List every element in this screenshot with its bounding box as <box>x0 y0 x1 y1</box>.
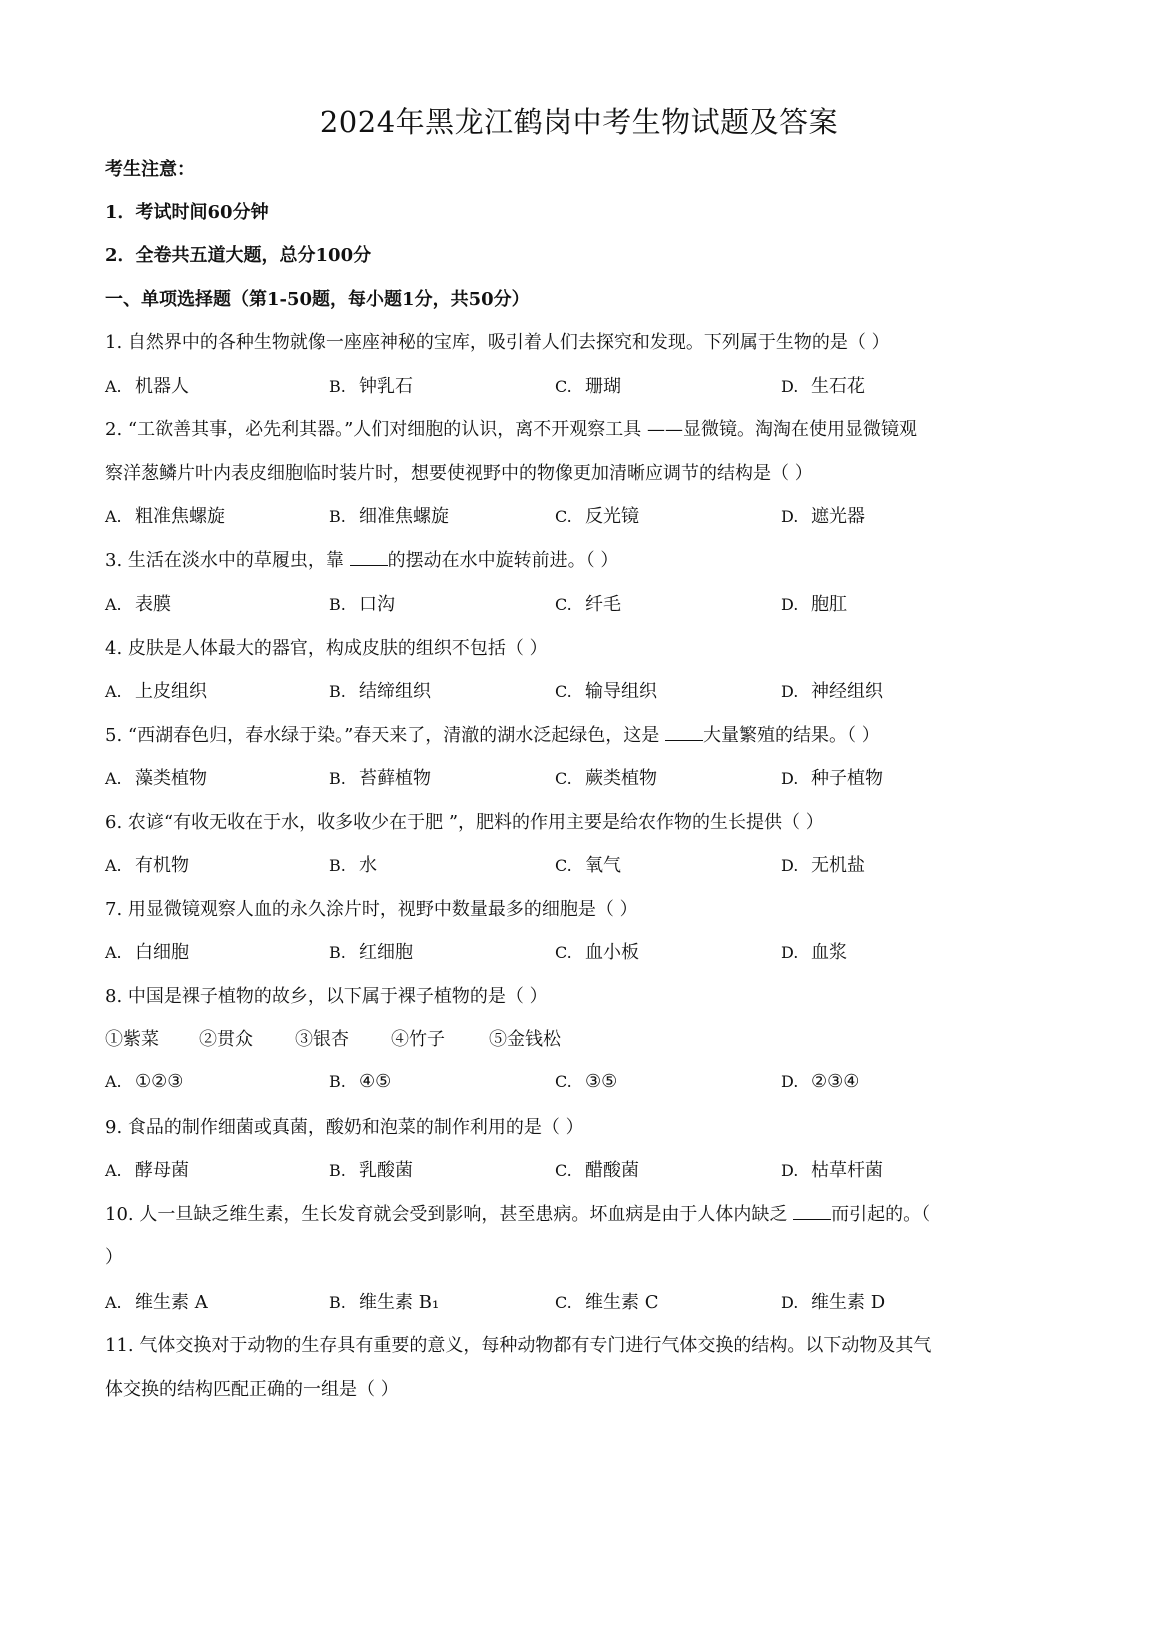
options-row <box>105 372 1065 398</box>
option-a[interactable] <box>105 1288 208 1314</box>
option-d[interactable] <box>781 1156 883 1182</box>
question-stem-cont: 察洋葱鳞片叶内表皮细胞临时装片时，想要使视野中的物像更加清晰应调节的结构是（ ） <box>105 463 813 484</box>
option-text: 红细胞 <box>359 942 413 963</box>
option-c[interactable] <box>555 372 621 398</box>
option-d[interactable] <box>781 938 847 964</box>
option-b[interactable] <box>329 764 431 790</box>
option-text: 维生素 A <box>135 1292 208 1313</box>
option-text: 藻类植物 <box>135 768 207 789</box>
option-text: 维生素 C <box>585 1292 659 1313</box>
option-text: 生石花 <box>811 376 865 397</box>
option-a[interactable] <box>105 851 189 877</box>
option-d[interactable] <box>781 590 847 616</box>
option-b[interactable] <box>329 677 431 703</box>
question-stem: 11. 气体交换对于动物的生存具有重要的意义，每种动物都有专门进行气体交换的结构。以下动物及其气 <box>105 1335 932 1356</box>
option-text: 血浆 <box>811 942 847 963</box>
option-d[interactable] <box>781 1288 885 1314</box>
option-text: 维生素 D <box>811 1292 886 1313</box>
option-text: ②③④ <box>811 1071 860 1092</box>
option-text: 口沟 <box>359 594 395 615</box>
option-b[interactable] <box>329 372 413 398</box>
option-text: 细准焦螺旋 <box>359 506 449 527</box>
notice-item: 2．全卷共五道大题，总分100分 <box>105 245 372 266</box>
option-text: ③⑤ <box>585 1071 618 1092</box>
option-letter: A. <box>105 943 122 962</box>
question-stem: 7. 用显微镜观察人血的永久涂片时，视野中数量最多的细胞是（ ） <box>105 899 638 920</box>
option-letter: A. <box>105 856 122 875</box>
stem-part: 10. 人一旦缺乏维生素，生长发育就会受到影响，甚至患病。坏血病是由于人体内缺乏 <box>105 1204 794 1225</box>
numbered-items-row <box>105 1025 1065 1051</box>
option-b[interactable] <box>329 1288 439 1314</box>
option-text: 遮光器 <box>811 506 865 527</box>
option-letter: B. <box>329 856 346 875</box>
option-letter: B. <box>329 943 346 962</box>
option-letter: B. <box>329 682 346 701</box>
stem-part: 大量繁殖的结果。（ ） <box>703 725 880 746</box>
option-text: 苔藓植物 <box>359 768 431 789</box>
option-text: 钟乳石 <box>359 376 413 397</box>
stem-part: 5. “西湖春色归，春水绿于染。”春天来了，清澈的湖水泛起绿色，这是 <box>105 725 666 746</box>
option-text: 氧气 <box>585 855 621 876</box>
stem-part: 3. 生活在淡水中的草履虫，靠 <box>105 550 350 571</box>
option-letter: D. <box>781 943 799 962</box>
question-stem-cont: ） <box>105 1247 123 1268</box>
option-text: 纤毛 <box>585 594 621 615</box>
question-stem: 8. 中国是裸子植物的故乡，以下属于裸子植物的是（ ） <box>105 986 548 1007</box>
option-letter: B. <box>329 377 346 396</box>
option-c[interactable] <box>555 590 621 616</box>
option-a[interactable] <box>105 938 189 964</box>
option-c[interactable] <box>555 764 657 790</box>
option-b[interactable] <box>329 502 449 528</box>
question-stem: 9. 食品的制作细菌或真菌，酸奶和泡菜的制作利用的是（ ） <box>105 1117 584 1138</box>
option-text: 输导组织 <box>585 681 657 702</box>
option-text: 醋酸菌 <box>585 1160 639 1181</box>
option-text: 种子植物 <box>811 768 883 789</box>
option-letter: C. <box>555 1161 572 1180</box>
numbered-item: ③银杏 <box>295 1029 349 1050</box>
answer-blank <box>665 726 703 741</box>
options-row <box>105 851 1065 877</box>
options-row <box>105 1071 1065 1097</box>
question-stem-cont: 体交换的结构匹配正确的一组是（ ） <box>105 1379 399 1400</box>
numbered-item: ⑤金钱松 <box>489 1029 561 1050</box>
option-letter: C. <box>555 682 572 701</box>
option-letter: D. <box>781 507 799 526</box>
option-a[interactable] <box>105 1156 189 1182</box>
options-row <box>105 764 1065 790</box>
option-letter: D. <box>781 682 799 701</box>
option-letter: C. <box>555 595 572 614</box>
option-b[interactable] <box>329 590 395 616</box>
option-d[interactable] <box>781 372 865 398</box>
option-text: 神经组织 <box>811 681 883 702</box>
option-letter: B. <box>329 507 346 526</box>
option-letter: A. <box>105 507 122 526</box>
option-letter: D. <box>781 595 799 614</box>
option-text: 机器人 <box>135 376 189 397</box>
stem-part: 而引起的。（ <box>831 1204 931 1225</box>
page-title: 2024年黑龙江鹤岗中考生物试题及答案 <box>319 105 839 139</box>
option-b[interactable] <box>329 1071 391 1092</box>
numbered-item: ②贯众 <box>199 1029 253 1050</box>
option-a[interactable] <box>105 1071 183 1092</box>
option-text: 胞肛 <box>811 594 847 615</box>
numbered-item: ④竹子 <box>391 1029 445 1050</box>
option-text: ①②③ <box>135 1071 184 1092</box>
option-letter: C. <box>555 769 572 788</box>
option-letter: C. <box>555 1072 572 1091</box>
question-stem <box>105 721 880 747</box>
option-letter: D. <box>781 1072 799 1091</box>
notice-heading: 考生注意： <box>105 159 195 180</box>
question-stem <box>105 1200 930 1226</box>
option-letter: A. <box>105 682 122 701</box>
option-a[interactable] <box>105 502 225 528</box>
option-d[interactable] <box>781 1071 859 1092</box>
option-text: 水 <box>359 855 377 876</box>
option-letter: A. <box>105 1293 122 1312</box>
option-text: ④⑤ <box>359 1071 392 1092</box>
option-b[interactable] <box>329 938 413 964</box>
options-row <box>105 590 1065 616</box>
option-letter: C. <box>555 377 572 396</box>
question-stem: 2. “工欲善其事，必先利其器。”人们对细胞的认识，离不开观察工具 ——显微镜。淘淘在使用显微镜观 <box>105 419 918 440</box>
option-letter: C. <box>555 943 572 962</box>
question-stem <box>105 546 618 572</box>
answer-blank <box>793 1205 831 1220</box>
notice-item: 1．考试时间60分钟 <box>105 202 269 223</box>
option-text: 维生素 B₁ <box>359 1292 440 1313</box>
option-text: 珊瑚 <box>585 376 621 397</box>
option-letter: B. <box>329 595 346 614</box>
option-letter: D. <box>781 769 799 788</box>
option-text: 血小板 <box>585 942 639 963</box>
option-d[interactable] <box>781 851 865 877</box>
question-stem: 4. 皮肤是人体最大的器官，构成皮肤的组织不包括（ ） <box>105 638 548 659</box>
option-letter: B. <box>329 1293 346 1312</box>
option-c[interactable] <box>555 851 621 877</box>
stem-part: 的摆动在水中旋转前进。（ ） <box>387 550 619 571</box>
option-letter: B. <box>329 1072 346 1091</box>
option-d[interactable] <box>781 764 883 790</box>
option-d[interactable] <box>781 502 865 528</box>
option-letter: B. <box>329 1161 346 1180</box>
option-letter: C. <box>555 856 572 875</box>
option-letter: C. <box>555 1293 572 1312</box>
option-letter: D. <box>781 1293 799 1312</box>
option-text: 反光镜 <box>585 506 639 527</box>
option-text: 白细胞 <box>135 942 189 963</box>
option-a[interactable] <box>105 677 207 703</box>
option-letter: D. <box>781 1161 799 1180</box>
options-row <box>105 502 1065 528</box>
option-letter: A. <box>105 1072 122 1091</box>
answer-blank <box>350 551 388 566</box>
option-c[interactable] <box>555 938 639 964</box>
option-b[interactable] <box>329 851 377 877</box>
option-text: 有机物 <box>135 855 189 876</box>
option-letter: C. <box>555 507 572 526</box>
option-letter: A. <box>105 1161 122 1180</box>
option-letter: A. <box>105 595 122 614</box>
option-c[interactable] <box>555 1156 639 1182</box>
option-text: 粗准焦螺旋 <box>135 506 225 527</box>
option-letter: D. <box>781 856 799 875</box>
option-a[interactable] <box>105 590 171 616</box>
options-row <box>105 677 1065 703</box>
option-a[interactable] <box>105 764 207 790</box>
option-c[interactable] <box>555 1071 617 1092</box>
option-text: 无机盐 <box>811 855 865 876</box>
option-c[interactable] <box>555 1288 659 1314</box>
numbered-item: ①紫菜 <box>105 1029 159 1050</box>
section-heading: 一、单项选择题（第1-50题，每小题1分，共50分） <box>105 289 530 310</box>
question-stem: 6. 农谚“有收无收在于水，收多收少在于肥 ”，肥料的作用主要是给农作物的生长提供（ ） <box>105 812 824 833</box>
option-text: 结缔组织 <box>359 681 431 702</box>
option-text: 枯草杆菌 <box>811 1160 883 1181</box>
option-d[interactable] <box>781 677 883 703</box>
option-a[interactable] <box>105 372 189 398</box>
option-c[interactable] <box>555 677 657 703</box>
option-text: 上皮组织 <box>135 681 207 702</box>
option-letter: B. <box>329 769 346 788</box>
option-b[interactable] <box>329 1156 413 1182</box>
option-text: 酵母菌 <box>135 1160 189 1181</box>
options-row <box>105 1156 1065 1182</box>
options-row <box>105 938 1065 964</box>
option-text: 蕨类植物 <box>585 768 657 789</box>
option-letter: A. <box>105 377 122 396</box>
option-c[interactable] <box>555 502 639 528</box>
options-row <box>105 1288 1065 1314</box>
option-letter: A. <box>105 769 122 788</box>
option-letter: D. <box>781 377 799 396</box>
question-stem: 1. 自然界中的各种生物就像一座座神秘的宝库，吸引着人们去探究和发现。下列属于生物的是（ ） <box>105 332 890 353</box>
option-text: 表膜 <box>135 594 171 615</box>
option-text: 乳酸菌 <box>359 1160 413 1181</box>
